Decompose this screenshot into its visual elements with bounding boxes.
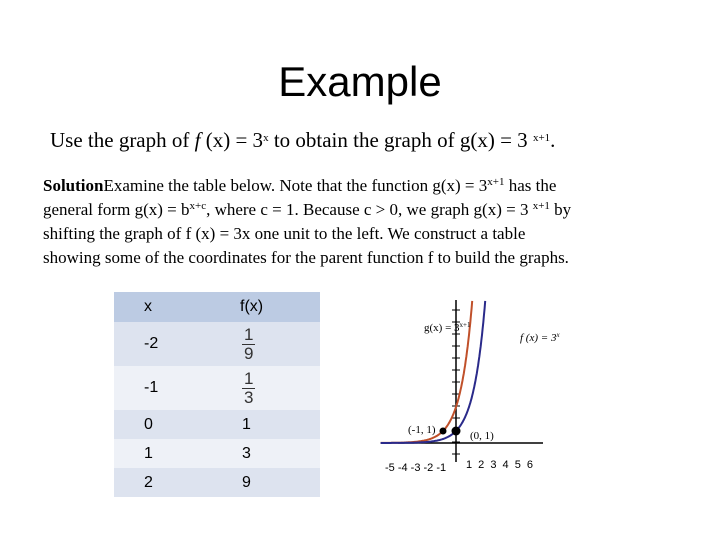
subtitle-exp2: x+1 bbox=[532, 132, 551, 144]
cell-fx: 1 bbox=[222, 410, 320, 439]
fraction-numerator: 1 bbox=[244, 368, 254, 388]
point-g-label: (-1, 1) bbox=[408, 424, 436, 436]
subtitle-end: . bbox=[550, 128, 556, 152]
subtitle-exp1: x bbox=[263, 132, 269, 144]
g-curve-label: $g(x) = 3^{x+1}$ bbox=[424, 321, 471, 334]
point-f bbox=[452, 427, 461, 436]
page-title: Example bbox=[278, 58, 442, 105]
fraction-numerator: 1 bbox=[244, 324, 254, 344]
cell-fx: 3 bbox=[222, 439, 320, 468]
cell-fx: 9 bbox=[222, 468, 320, 497]
x-negative-tick-labels: -5 -4 -3 -2 -1 bbox=[385, 462, 447, 474]
solution-line-3: shifting the graph of f (x) = 3x one unit to the left. We construct a table bbox=[43, 224, 526, 243]
cell-x: 0 bbox=[114, 410, 222, 439]
line1-a: Examine the table below. Note that the function g(x) = 3 bbox=[103, 176, 488, 195]
line2-sup: x+c bbox=[189, 200, 207, 212]
x-positive-tick-labels: 1 2 3 4 5 6 bbox=[466, 459, 533, 471]
cell-x: 1 bbox=[114, 439, 222, 468]
subtitle-post: to obtain the graph of g(x) = 3 bbox=[268, 128, 533, 152]
solution-label: Solution bbox=[43, 176, 104, 195]
line2-b: , where c = 1. Because c > 0, we graph g(x) = 3 bbox=[206, 200, 533, 219]
fraction-denominator: 9 bbox=[244, 343, 254, 363]
fraction-denominator: 3 bbox=[244, 387, 254, 407]
point-f-label: (0, 1) bbox=[470, 430, 494, 442]
cell-x: 2 bbox=[114, 468, 222, 497]
line2-c: by bbox=[549, 200, 572, 219]
f-curve-label: f $(x) = 3^x$ bbox=[520, 331, 560, 344]
point-g bbox=[440, 428, 447, 435]
cell-x: -2 bbox=[114, 322, 222, 366]
line1-sup: x+1 bbox=[487, 176, 505, 188]
subtitle-pre: Use the graph of bbox=[50, 128, 195, 152]
subtitle-f: f bbox=[194, 128, 201, 152]
solution-line-4: showing some of the coordinates for the parent function f to build the graphs. bbox=[43, 248, 569, 267]
line2-a: general form g(x) = b bbox=[43, 200, 190, 219]
subtitle-mid: (x) = 3 bbox=[200, 128, 264, 152]
line2-sup2: x+1 bbox=[532, 200, 550, 212]
header-fx: f(x) bbox=[222, 292, 320, 322]
header-x: x bbox=[114, 292, 222, 322]
line1-b: has the bbox=[504, 176, 557, 195]
cell-x: -1 bbox=[114, 366, 222, 410]
